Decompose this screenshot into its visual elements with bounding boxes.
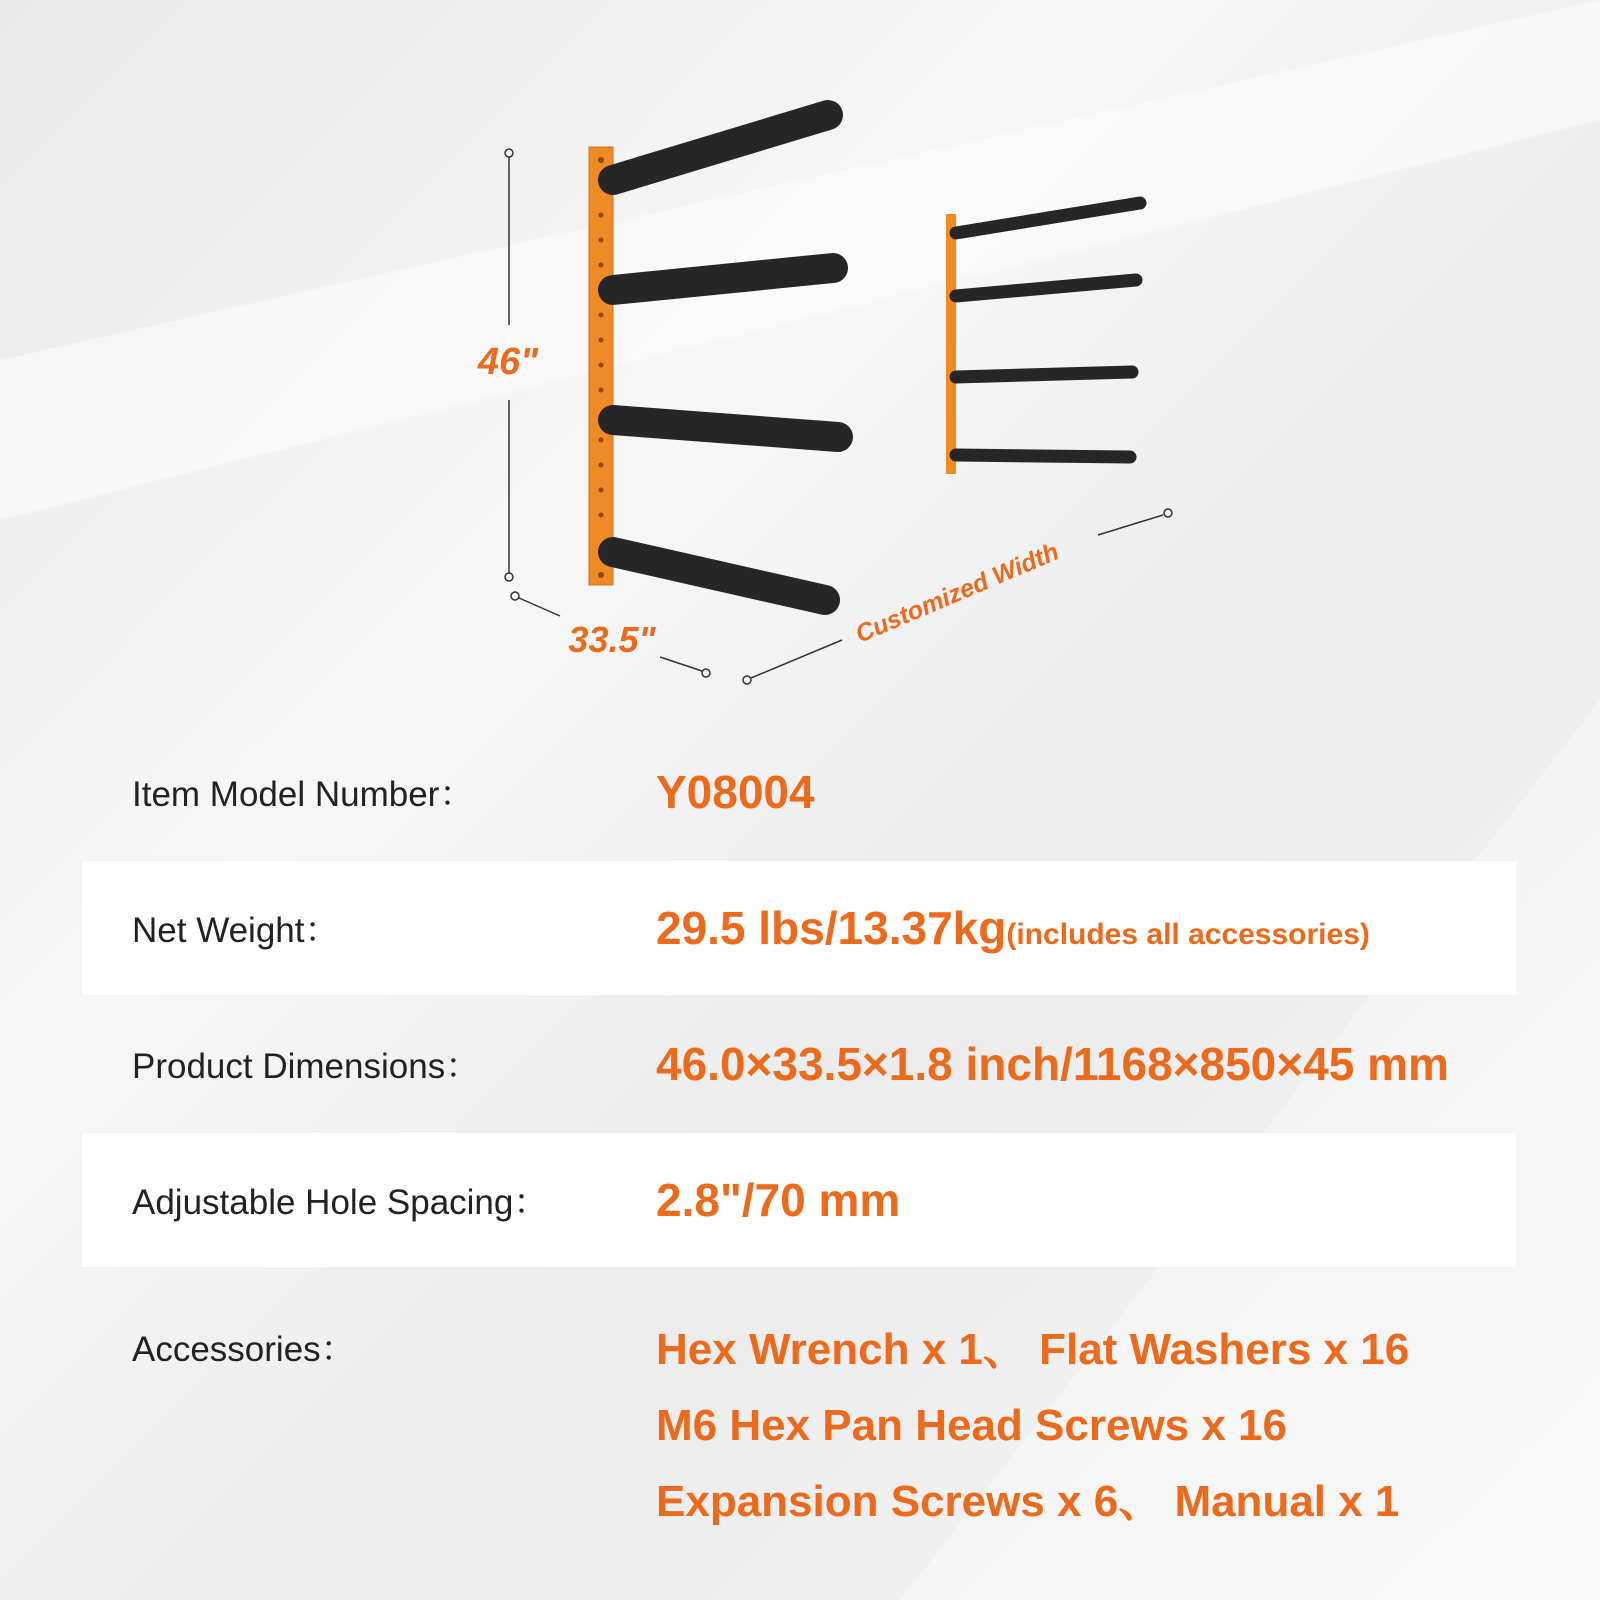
height-dimension bbox=[477, 149, 539, 581]
spec-label-model: Item Model Number： bbox=[132, 775, 475, 814]
spec-label-accessories: Accessories： bbox=[132, 1330, 356, 1369]
accessories-line: M6 Hex Pan Head Screws x 16 bbox=[656, 1401, 1287, 1450]
product-figure bbox=[0, 0, 1600, 720]
accessories-line: Expansion Screws x 6、 Manual x 1 bbox=[656, 1477, 1400, 1526]
weight-note: (includes all accessories) bbox=[1006, 918, 1370, 951]
spec-value-dimensions: 46.0×33.5×1.8 inch/1168×850×45 mm bbox=[656, 1038, 1449, 1090]
spec-row-weight bbox=[82, 861, 1516, 995]
spec-label-dimensions: Product Dimensions： bbox=[132, 1047, 481, 1086]
width-dimension bbox=[511, 592, 710, 677]
spec-value-hole-spacing: 2.8"/70 mm bbox=[656, 1174, 901, 1226]
spec-label-weight: Net Weight： bbox=[132, 911, 340, 950]
accessories-list bbox=[656, 1312, 1409, 1540]
width-label: 33.5" bbox=[568, 619, 656, 660]
height-label: 46" bbox=[477, 341, 539, 383]
spec-value-weight bbox=[656, 901, 1370, 955]
large-rack bbox=[589, 115, 838, 600]
spec-row-hole-spacing bbox=[82, 1133, 1516, 1267]
spec-row-dimensions bbox=[82, 997, 1516, 1131]
small-rack bbox=[946, 203, 1140, 474]
weight-value: 29.5 lbs/13.37kg bbox=[656, 902, 1007, 954]
accessories-line: Hex Wrench x 1、 Flat Washers x 16 bbox=[656, 1325, 1410, 1374]
spec-value-model: Y08004 bbox=[656, 766, 815, 818]
custom-width-label: Customized Width bbox=[851, 537, 1063, 649]
spec-row-model bbox=[82, 725, 1516, 859]
spec-label-hole-spacing: Adjustable Hole Spacing： bbox=[132, 1183, 549, 1222]
